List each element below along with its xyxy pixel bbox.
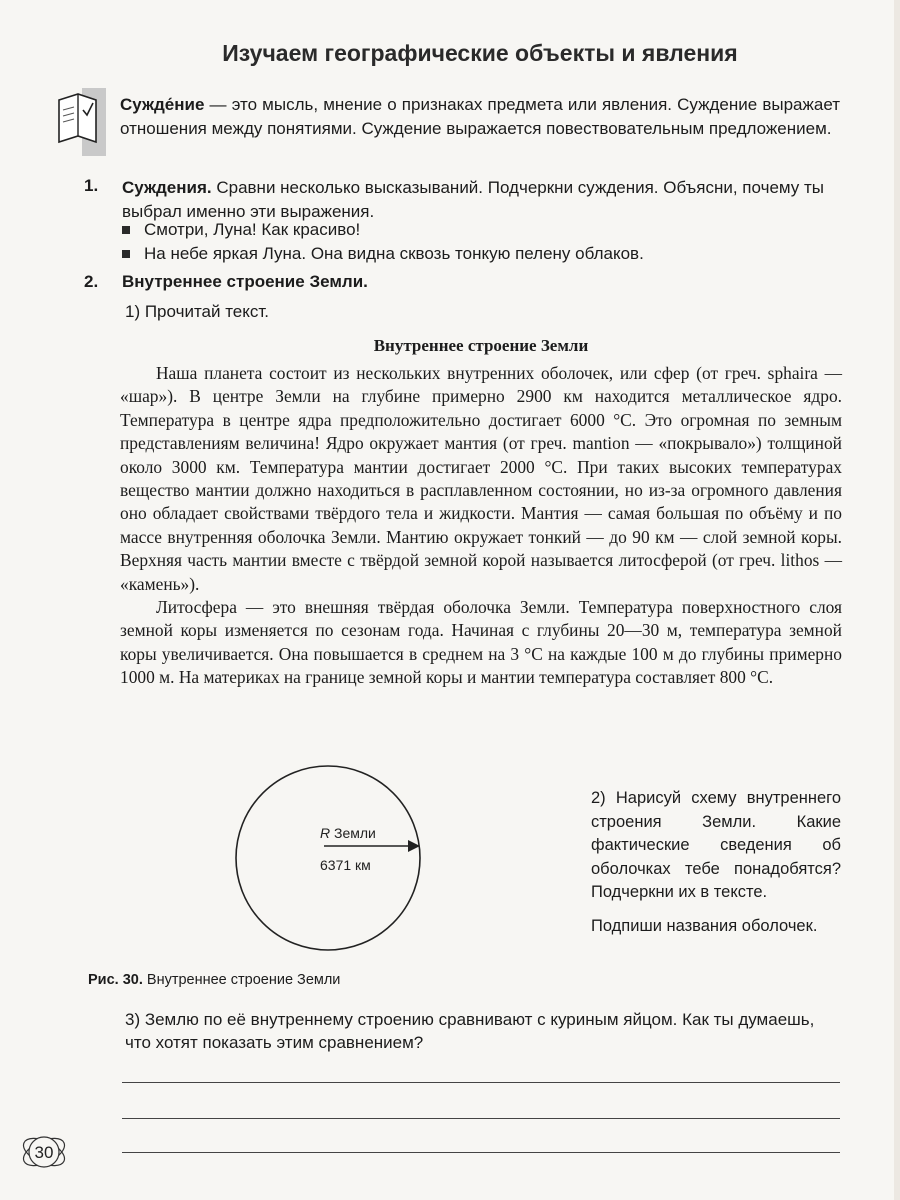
answer-line[interactable] bbox=[122, 1082, 840, 1083]
page-number: 30 bbox=[34, 1143, 54, 1162]
radius-value: 6371 км bbox=[320, 857, 371, 873]
task2-step2-block bbox=[591, 787, 841, 948]
page-title: Изучаем географические объекты и явления bbox=[222, 40, 738, 66]
task2-step2: 2) Нарисуй схему внутреннего строения Земли. Какие фактические сведения об оболочках тебе понадобятся? Подчеркни их в тексте. bbox=[591, 789, 841, 901]
reading-text bbox=[120, 362, 842, 690]
answer-line[interactable] bbox=[122, 1152, 840, 1153]
page-number-badge bbox=[18, 1126, 78, 1178]
reading-title: Внутреннее строение Земли bbox=[373, 336, 589, 355]
bullet-icon bbox=[122, 250, 130, 258]
figure-caption-text: Внутреннее строение Земли bbox=[142, 972, 341, 988]
list-item bbox=[122, 242, 822, 266]
radius-label: R Земли bbox=[320, 825, 376, 841]
task2-step3: 3) Землю по её внутреннему строению сравнивают с куриным яйцом. Как ты думаешь, что хотят показать этим сравнением? bbox=[125, 1010, 815, 1052]
task2-title: Внутреннее строение Земли. bbox=[122, 272, 368, 291]
figure-caption bbox=[88, 972, 340, 988]
earth-diagram bbox=[228, 758, 428, 958]
task2-number: 2. bbox=[84, 272, 99, 291]
page-edge bbox=[894, 0, 900, 1200]
task2-step2-extra: Подпиши названия оболочек. bbox=[591, 916, 818, 935]
list-item bbox=[122, 218, 822, 242]
book-icon bbox=[56, 88, 106, 156]
figure-number: Рис. 30. bbox=[88, 972, 143, 988]
bullet-text: Смотри, Луна! Как красиво! bbox=[144, 220, 361, 239]
task1-instructions: Сравни несколько высказываний. Подчеркни суждения. Объясни, почему ты выбрал именно эти выражения. bbox=[122, 178, 825, 221]
task1-text bbox=[122, 176, 840, 224]
definition-block bbox=[120, 93, 840, 141]
task2-step1: 1) Прочитай текст. bbox=[125, 302, 270, 321]
bullet-icon bbox=[122, 226, 130, 234]
definition-term: Сужде́ние bbox=[120, 95, 205, 114]
task1-title: Суждения. bbox=[122, 178, 212, 197]
definition-text: — это мысль, мнение о признаках предмета или явления. Суждение выражает отношения между понятиями. Суждение выражается повествовательным предложением. bbox=[120, 95, 840, 138]
reading-paragraph: Наша планета состоит из нескольких внутренних оболочек, или сфер (от греч. sphaira — «шар»). В центре Земли на глубине примерно 2900 км находится металлическое ядро. Температура в центре ядра предположительно достигает 6000 °С. Это огромная по земным представлениям величина! Ядро окружает мантия (от греч. mantion — «покрывало») толщиной около 3000 км. Температура мантии достигает 2000 °С. При таких высоких температурах вещество мантии должно находиться в расплавленном состоянии, но из-за огромного давления оно обладает свойствами твёрдого тела и жидкости. Мантия — самая большая по объёму и по массе внутренняя оболочка Земли. Мантию окружает тонкий — до 90 км — слой земной коры. Верхняя часть мантии вместе с твёрдой земной корой называется литосферой (от греч. lithos — «камень»). bbox=[120, 363, 842, 594]
reading-paragraph: Литосфера — это внешняя твёрдая оболочка Земли. Температура поверхностного слоя земной коры изменяется по сезонам года. Начиная с глубины 20—30 м, температура земной коры увеличивается. Она повышается в среднем на 3 °С на каждые 100 м до глубины примерно 1000 м. На материках на границе земной коры и мантии температура составляет 800 °С. bbox=[120, 597, 842, 688]
task1-bullets bbox=[122, 218, 822, 266]
bullet-text: На небе яркая Луна. Она видна сквозь тонкую пелену облаков. bbox=[144, 244, 644, 263]
task1-number: 1. bbox=[84, 176, 99, 195]
answer-line[interactable] bbox=[122, 1118, 840, 1119]
